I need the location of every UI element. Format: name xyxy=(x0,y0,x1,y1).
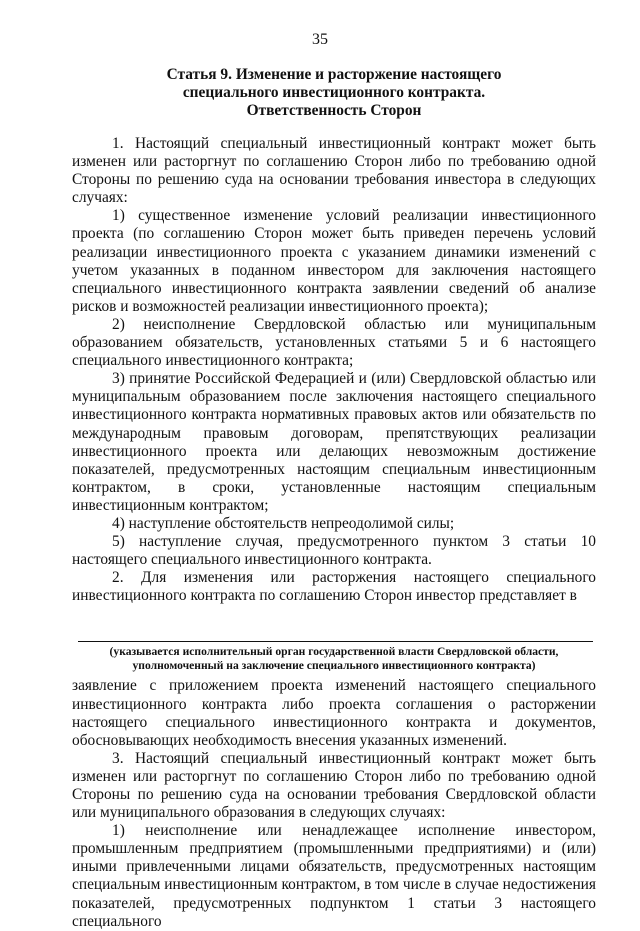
blank-caption-line-1: (указывается исполнительный орган государственной власти Свердловской области, xyxy=(109,645,559,659)
blank-caption-line-2: уполномоченный на заключение специального инвестиционного контракта) xyxy=(132,659,536,673)
paragraph-2: 2. Для изменения или расторжения настоящего специального инвестиционного контракта по соглашению Сторон инвестор представляет в xyxy=(72,569,596,605)
blank-caption xyxy=(72,645,596,673)
paragraph-1-item-5: 5) наступление случая, предусмотренного пунктом 3 статьи 10 настоящего специального инвестиционного контракта. xyxy=(72,533,596,569)
paragraph-1-item-2: 2) неисполнение Свердловской областью или муниципальным образованием обязательств, установленных статьями 5 и 6 настоящего специального инвестиционного контракта; xyxy=(72,315,596,370)
article-title-line-3: Ответственность Сторон xyxy=(246,102,422,119)
article-title-line-1: Статья 9. Изменение и расторжение настоящего xyxy=(166,66,502,83)
fill-in-blank-line xyxy=(78,613,593,642)
article-body xyxy=(72,135,596,931)
paragraph-3-item-1: 1) неисполнение или ненадлежащее исполнение инвестором, промышленным предприятием (промышленными предприятиями) и (или) иными привлеченными лицами обязательств, предусмотренных настоящим специальным инвестиционным контрактом, в том числе в случае недостижения показателей, предусмотренных подпунктом 1 статьи 3 настоящего специального xyxy=(72,822,596,930)
article-title-line-2: специального инвестиционного контракта. xyxy=(182,84,486,101)
paragraph-2-continued: заявление с приложением проекта изменений настоящего специального инвестиционного контракта либо проекта соглашения о расторжении настоящего специального инвестиционного контракта и документов, обосновывающих необходимость внесения указанных изменений. xyxy=(72,677,596,749)
article-title xyxy=(72,66,596,120)
paragraph-1-item-1: 1) существенное изменение условий реализации инвестиционного проекта (по соглашению Сторон может быть приведен перечень условий реализации инвестиционного проекта с указанием динамики изменений с учетом указанных в поданном инвестором для заключения настоящего специального инвестиционного контракта заявлении сведений об анализе рисков и возможностей реализации инвестиционного проекта); xyxy=(72,207,596,315)
paragraph-3: 3. Настоящий специальный инвестиционный контракт может быть изменен или расторгнут по соглашению Сторон либо по требованию одной Стороны по решению суда на основании требования Свердловской области или муниципального образования в следующих случаях: xyxy=(72,749,596,822)
paragraph-1-item-3: 3) принятие Российской Федерацией и (или) Свердловской областью или муниципальным образованием после заключения настоящего специального инвестиционного контракта нормативных правовых актов или обязательств по международным правовым договорам, препятствующих реализации инвестиционного проекта или делающих невозможным достижение показателей, предусмотренных настоящим специальным инвестиционным контрактом, в сроки, установленные настоящим специальным инвестиционным контрактом; xyxy=(72,370,596,514)
paragraph-1-item-4: 4) наступление обстоятельств непреодолимой силы; xyxy=(112,514,455,532)
page-number: 35 xyxy=(312,31,328,48)
paragraph-1: 1. Настоящий специальный инвестиционный контракт может быть изменен или расторгнут по соглашению Сторон либо по требованию одной Стороны по решению суда на основании требования инвестора в следующих случаях: xyxy=(72,135,596,207)
